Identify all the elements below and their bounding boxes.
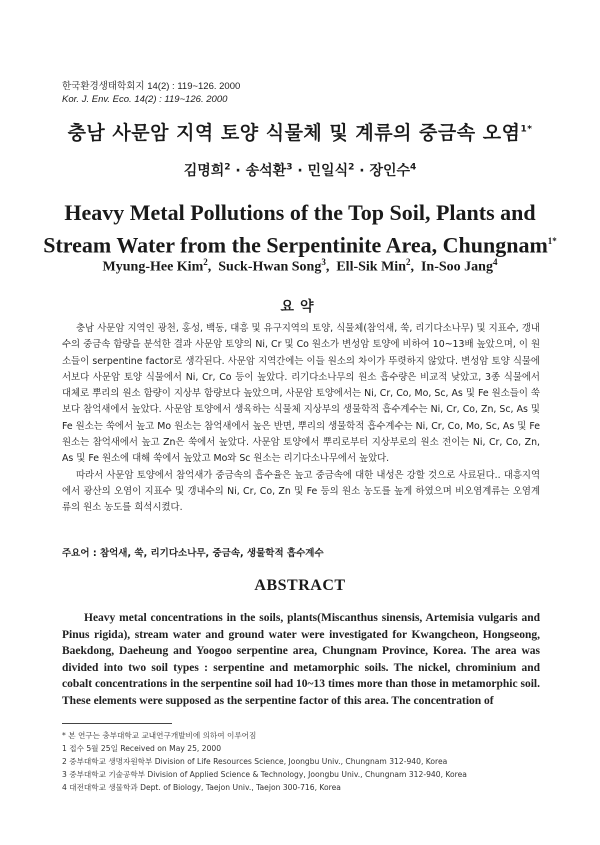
title-english-line-2 <box>0 227 600 259</box>
authors-korean <box>0 160 600 180</box>
author-ko-2: 송석환 <box>245 163 287 179</box>
author-en-1-affil: 2 <box>203 257 208 267</box>
abstract-english-paragraph: Heavy metal concentrations in the soils, plants(Miscanthus sinensis, Artemisia vulgaris and Pinus rigida), stream water and ground water were investigated for Kwangcheon, Hongseong, Baekdong, Daeheung and Yoogoo serpentine area, Chungnam Province, Korea. The area was divided into two soil types : serpentine and metamorphic soils. The nickel, chrominium and cobalt concentrations in the serpentine soil had 10~13 times more than those in metamorphic soil. These elements were supposed as the serpentine factor of this area. The concentration of <box>62 612 540 707</box>
author-ko-2-affil: 3 <box>286 162 293 173</box>
author-en-1: Myung-Hee Kim <box>102 259 204 275</box>
abstract-english <box>62 610 540 709</box>
heading-korean-abstract: 요약 <box>280 299 320 315</box>
author-en-3: Ell-Sik Min <box>336 259 406 275</box>
title-english-line-2-text: Stream Water from the Serpentinite Area, Chungnam <box>43 232 548 258</box>
heading-english-abstract: ABSTRACT <box>254 577 346 594</box>
author-en-2-affil: 3 <box>321 257 326 267</box>
journal-citation-en: Kor. J. Env. Eco. 14(2) : 119~126. 2000 <box>62 94 228 105</box>
authors-english: Myung-Hee Kim$^2$, Suck-Hwan Song$^3$, Ell-Sik Min$^2$, In-Soo Jang$^4$ <box>102 257 498 275</box>
author-separator: · <box>354 163 370 179</box>
title-korean <box>0 118 600 145</box>
title-english <box>0 198 600 259</box>
footnote-affiliation-4: 4 대전대학교 생물학과 Dept. of Biology, Taejon Univ., Taejon 300-716, Korea <box>62 783 341 792</box>
author-ko-4: 장인수 <box>369 163 411 179</box>
author-ko-1-affil: 2 <box>224 162 231 173</box>
title-english-line-1: Heavy Metal Pollutions of the Top Soil, Plants and <box>64 200 536 225</box>
journal-citation-ko: 한국환경생태학회지 14(2) : 119~126. 2000 <box>62 81 241 92</box>
author-en-4-affil: 4 <box>492 257 498 267</box>
author-ko-4-affil: 4 <box>410 162 417 173</box>
author-ko-1: 김명희 <box>183 163 225 179</box>
author-separator: · <box>230 163 246 179</box>
author-en-2: Suck-Hwan Song <box>218 259 322 275</box>
keywords-korean: 주요어 : 참억새, 쑥, 리기다소나무, 중금속, 생물학적 흡수계수 <box>62 548 324 559</box>
footnote-affiliation-2: 2 중부대학교 생명자원학부 Division of Life Resources Science, Joongbu Univ., Chungnam 312-940, Korea <box>62 757 448 766</box>
author-en-3-affil: 2 <box>405 257 411 267</box>
author-en-4: In-Soo Jang <box>420 259 493 275</box>
title-english-footnote-mark: 1* <box>547 236 557 246</box>
footnote-divider <box>62 723 172 724</box>
abstract-korean-paragraph-1: 충남 사문암 지역인 광천, 홍성, 백동, 대흥 및 유구지역의 토양, 식물체(참억새, 쑥, 리기다소나무) 및 지표수, 갱내수의 중금속 함량을 분석한 결과 사문암 토양의 Ni, Cr 및 Co 원소가 변성암 토양에 비하여 10~13배 높았으며, 이 원소들이 serpentine factor로 생각된다. 사문암 지역간에는 이들 원소의 차이가 뚜렷하지 않았다. 변성암 토양 식물에서보다 사문암 토양 식물에서 Ni, Cr, Co 등이 높았다. 리기다소나무의 원소 흡수량은 비교적 낮았고, 3종 식물에서 대체로 뿌리의 원소 함량이 지상부 함량보다 높았으며, 사문암 토양에서는 Ni, Cr, Co, Mo, Sc, As 및 Fe 원소들이 쑥보다 참억새에서 높았다. 사문암 토양에서 생육하는 식물체 지상부의 생물학적 흡수계수는 Ni, Cr, Co, Zn, Sc, As 및 Fe 원소는 쑥에서 높고 Mo 원소는 참억새에서 높은 반면, 뿌리의 생물학적 흡수계수는 Ni, Cr, Co, Mo, Sc, As 및 Fe 원소는 참억새에서 높고 Zn은 쑥에서 높았다. 사문암 토양에서 뿌리로부터 지상부로의 원소 전이는 Ni, Cr, Co, Zn, As 및 Fe 원소에 대해 쑥에서 높았고 Mo와 Sc 원소는 리기다소나무에서 높았다. <box>62 323 540 465</box>
abstract-korean <box>62 321 540 517</box>
author-ko-3: 민일식 <box>307 163 349 179</box>
title-korean-footnote-mark: 1* <box>520 124 533 135</box>
footnotes <box>62 729 467 794</box>
footnote-affiliation-3: 3 중부대학교 기술공학부 Division of Applied Science & Technology, Joongbu Univ., Chungnam 312-940, Korea <box>62 770 467 779</box>
author-separator: · <box>292 163 308 179</box>
footnote-funding: * 본 연구는 충부대학교 교내연구개발비에 의하여 이루어짐 <box>62 731 257 740</box>
footnote-received: 1 접수 5월 25일 Received on May 25, 2000 <box>62 744 222 753</box>
author-ko-3-affil: 2 <box>348 162 355 173</box>
journal-citation <box>62 80 240 106</box>
title-korean-text: 충남 사문암 지역 토양 식물체 및 계류의 중금속 오염 <box>67 122 521 144</box>
abstract-korean-paragraph-2: 따라서 사문암 토양에서 참억새가 중금속의 흡수율은 높고 중금속에 대한 내성은 강할 것으로 사료된다.. 대흥지역에서 광산의 오염이 지표수 및 갱내수의 Ni, Cr, Co, Zn 및 Fe 등의 원소 농도를 높게 하였으며 비오염계류는 오염계류의 원소 농도를 희석시켰다. <box>62 469 540 514</box>
